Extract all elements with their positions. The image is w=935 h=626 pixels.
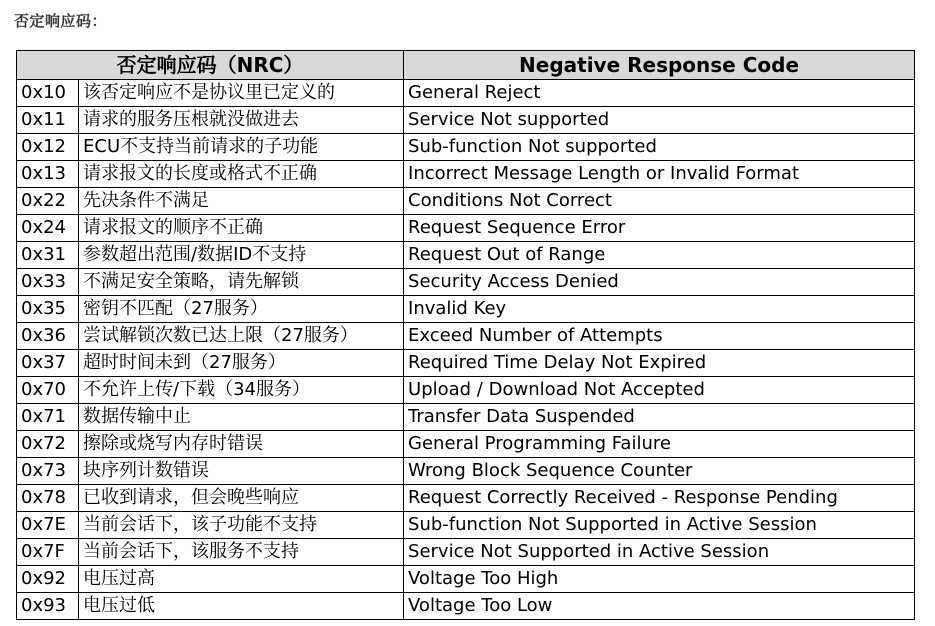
table-row [17,566,915,593]
english-description-cell: General Programming Failure [404,431,915,458]
table-row [17,512,915,539]
table-row [17,323,915,350]
nrc-code-cell: 0x37 [17,350,79,377]
table-row [17,377,915,404]
chinese-description-cell: 该否定响应不是协议里已定义的 [79,80,404,107]
table-row [17,107,915,134]
nrc-code-cell: 0x11 [17,107,79,134]
english-description-cell: Request Out of Range [404,242,915,269]
chinese-description-cell: 电压过低 [79,593,404,620]
chinese-description-cell: 请求报文的顺序不正确 [79,215,404,242]
table-row [17,269,915,296]
table-row [17,296,915,323]
english-description-cell: Invalid Key [404,296,915,323]
nrc-code-cell: 0x10 [17,80,79,107]
table-row [17,242,915,269]
table-row [17,539,915,566]
nrc-code-cell: 0x33 [17,269,79,296]
english-description-cell: Service Not Supported in Active Session [404,539,915,566]
nrc-code-cell: 0x36 [17,323,79,350]
chinese-description-cell: 不允许上传/下载（34服务） [79,377,404,404]
english-description-cell: Service Not supported [404,107,915,134]
chinese-description-cell: 请求报文的长度或格式不正确 [79,161,404,188]
nrc-code-cell: 0x7F [17,539,79,566]
chinese-description-cell: 密钥不匹配（27服务） [79,296,404,323]
nrc-code-cell: 0x71 [17,404,79,431]
chinese-description-cell: 擦除或烧写内存时错误 [79,431,404,458]
english-description-cell: Sub-function Not Supported in Active Session [404,512,915,539]
chinese-description-cell: 数据传输中止 [79,404,404,431]
nrc-code-cell: 0x73 [17,458,79,485]
english-description-cell: Transfer Data Suspended [404,404,915,431]
chinese-description-cell: 不满足安全策略，请先解锁 [79,269,404,296]
table-row [17,80,915,107]
chinese-description-cell: 当前会话下，该服务不支持 [79,539,404,566]
nrc-code-cell: 0x12 [17,134,79,161]
table-row [17,134,915,161]
chinese-description-cell: 尝试解锁次数已达上限（27服务） [79,323,404,350]
nrc-code-cell: 0x92 [17,566,79,593]
table-body [17,80,915,620]
chinese-description-cell: 电压过高 [79,566,404,593]
nrc-code-cell: 0x31 [17,242,79,269]
english-description-cell: Conditions Not Correct [404,188,915,215]
table-row [17,215,915,242]
english-description-cell: Voltage Too Low [404,593,915,620]
english-description-cell: Incorrect Message Length or Invalid Format [404,161,915,188]
chinese-description-cell: 先决条件不满足 [79,188,404,215]
english-description-cell: General Reject [404,80,915,107]
table-row [17,188,915,215]
header-english: Negative Response Code [404,51,915,80]
table-row [17,161,915,188]
english-description-cell: Request Correctly Received - Response Pending [404,485,915,512]
chinese-description-cell: 超时时间未到（27服务） [79,350,404,377]
english-description-cell: Upload / Download Not Accepted [404,377,915,404]
nrc-code-cell: 0x7E [17,512,79,539]
chinese-description-cell: 当前会话下，该子功能不支持 [79,512,404,539]
english-description-cell: Required Time Delay Not Expired [404,350,915,377]
nrc-code-cell: 0x78 [17,485,79,512]
english-description-cell: Voltage Too High [404,566,915,593]
table-row [17,458,915,485]
table-header [17,51,915,80]
chinese-description-cell: ECU不支持当前请求的子功能 [79,134,404,161]
nrc-code-cell: 0x24 [17,215,79,242]
table-row [17,431,915,458]
chinese-description-cell: 请求的服务压根就没做进去 [79,107,404,134]
english-description-cell: Request Sequence Error [404,215,915,242]
nrc-table [16,50,915,620]
english-description-cell: Exceed Number of Attempts [404,323,915,350]
header-chinese: 否定响应码（NRC） [17,51,404,80]
nrc-code-cell: 0x72 [17,431,79,458]
table-row [17,593,915,620]
nrc-code-cell: 0x70 [17,377,79,404]
english-description-cell: Sub-function Not supported [404,134,915,161]
english-description-cell: Wrong Block Sequence Counter [404,458,915,485]
header-row [17,51,915,80]
chinese-description-cell: 参数超出范围/数据ID不支持 [79,242,404,269]
nrc-code-cell: 0x13 [17,161,79,188]
table-row [17,404,915,431]
nrc-code-cell: 0x93 [17,593,79,620]
table-row [17,350,915,377]
nrc-code-cell: 0x22 [17,188,79,215]
table-row [17,485,915,512]
english-description-cell: Security Access Denied [404,269,915,296]
chinese-description-cell: 已收到请求，但会晚些响应 [79,485,404,512]
chinese-description-cell: 块序列计数错误 [79,458,404,485]
page-heading: 否定响应码： [14,12,108,30]
nrc-code-cell: 0x35 [17,296,79,323]
